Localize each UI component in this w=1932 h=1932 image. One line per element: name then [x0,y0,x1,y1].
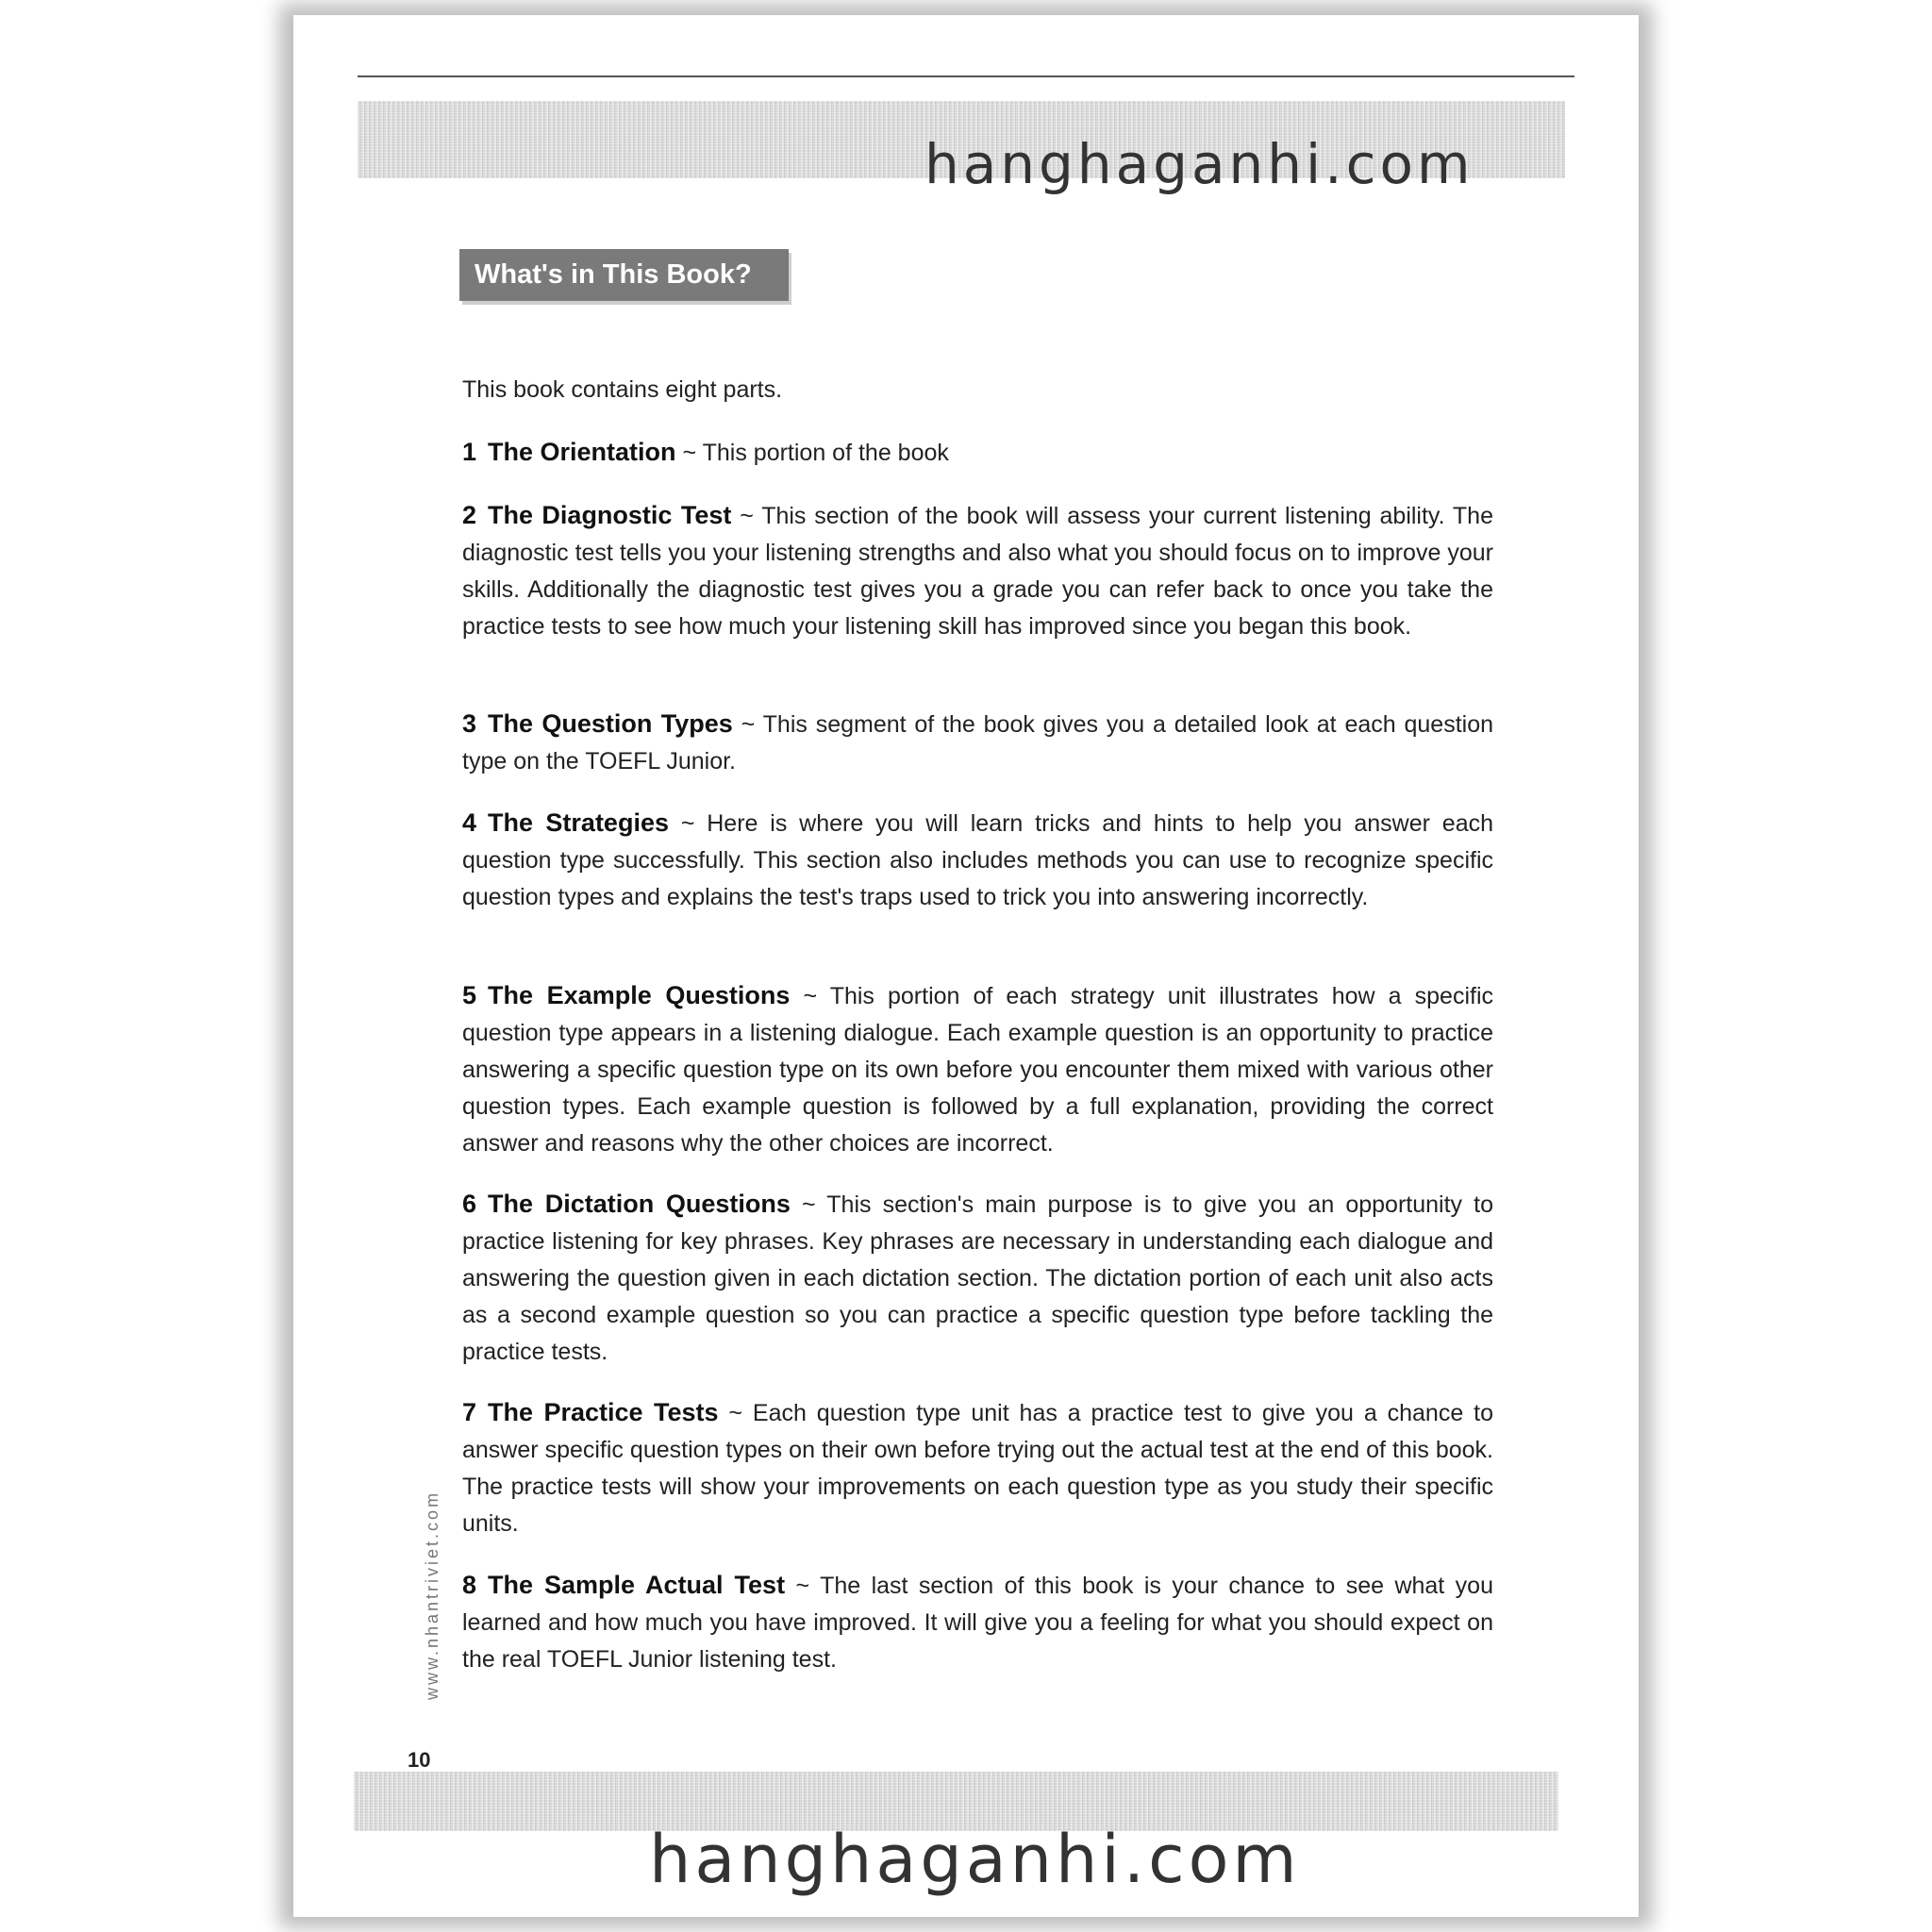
separator: ~ [680,810,695,837]
intro-text: This book contains eight parts. [462,376,783,403]
separator: ~ [803,983,818,1009]
book-part-item [462,1567,1493,1678]
item-text: This section of the book will assess your current listening ability. The diagnostic test tells you your listening strengths and also what you should focus on to improve your skills. Additionally the diagnostic test gives you a grade you can refer back to once you take the practice tests to see how much your listening skill has improved since you began this book. [462,503,1493,640]
separator: ~ [740,503,754,529]
book-part-item [462,977,1493,1162]
separator: ~ [802,1191,816,1218]
item-text: Here is where you will learn tricks and hints to help you answer each question type successfully. This section also includes methods you can use to recognize specific question types and explains the test's traps used to trick you into answering incorrectly. [462,810,1494,910]
watermark-top: hanghaganhi.com [924,132,1474,196]
page-number: 10 [408,1748,431,1772]
item-number: 7 [462,1398,477,1426]
item-title: The Practice Tests [488,1398,719,1426]
watermark-bottom: hanghaganhi.com [649,1821,1301,1898]
item-number: 6 [462,1190,477,1218]
section-heading: What's in This Book? [459,249,789,301]
separator: ~ [795,1573,810,1599]
item-number: 2 [462,501,477,529]
item-title: The Diagnostic Test [488,501,732,529]
side-url: www.nhantriviet.com [423,1490,441,1700]
item-text: This segment of the book gives you a detailed look at each question type on the TOEFL Junior. [462,711,1493,774]
book-part-item [462,1186,1493,1371]
item-text: The last section of this book is your chance to see what you learned and how much you have improved. It will give you a feeling for what you should expect on the real TOEFL Junior listening test. [462,1573,1493,1673]
separator: ~ [682,440,697,466]
item-number: 3 [462,709,477,738]
item-title: The Orientation [488,438,676,466]
header-rule [358,75,1574,77]
separator: ~ [728,1400,743,1426]
book-part-item [462,497,1493,645]
item-number: 5 [462,981,477,1009]
item-title: The Dictation Questions [488,1190,791,1218]
item-text: This portion of each strategy unit illustrates how a specific question type appears in a listening dialogue. Each example question is an opportunity to practice answering a specific question type on its own before you encounter them mixed with various other question types. Each example question is followed by a full explanation, providing the correct answer and reasons why the other choices are incorrect. [462,983,1493,1157]
book-part-item [462,434,1493,472]
item-title: The Example Questions [488,981,791,1009]
item-title: The Question Types [488,709,733,738]
item-title: The Sample Actual Test [488,1571,786,1599]
item-number: 8 [462,1571,477,1599]
separator: ~ [741,711,756,738]
item-text: This section's main purpose is to give you an opportunity to practice listening for key phrases. Key phrases are necessary in understanding each dialogue and answering the question given in each dictation section. The dictation portion of each unit also acts as a second example question so you can practice a specific question type before tackling the practice tests. [462,1191,1493,1365]
item-text: This portion of the book [702,440,949,466]
item-text: Each question type unit has a practice test to give you a chance to answer specific question types on their own before trying out the actual test at the end of this book. The practice tests will show your improvements on each question type as you study their specific units. [462,1400,1493,1537]
item-number: 1 [462,438,477,466]
book-part-item [462,1394,1493,1542]
item-number: 4 [462,808,477,837]
item-title: The Strategies [488,808,669,837]
book-part-item [462,706,1493,780]
book-part-item [462,805,1493,916]
